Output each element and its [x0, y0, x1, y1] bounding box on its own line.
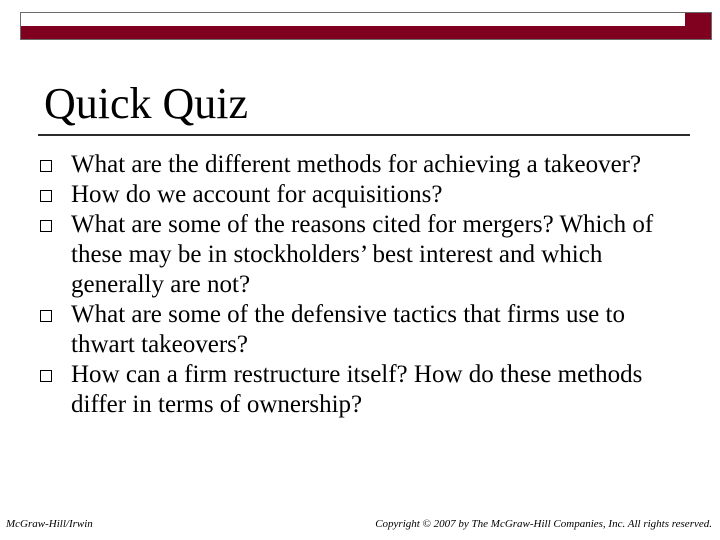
bullet-text: How do we account for acquisitions? [71, 181, 443, 208]
hollow-square-bullet-icon [40, 310, 52, 322]
header-bar-maroon-band [21, 26, 711, 39]
hollow-square-bullet-icon [40, 190, 52, 202]
bullet-text: How can a firm restructure itself? How do these methods differ in terms of ownership? [71, 361, 643, 418]
bullet-text: What are some of the reasons cited for mergers? Which of these may be in stockholders’ best interest and which generally are not? [71, 211, 654, 298]
bullet-item [0, 180, 720, 210]
bullet-list [0, 150, 720, 420]
footer-copyright: Copyright © 2007 by The McGraw-Hill Companies, Inc. All rights reserved. [375, 518, 712, 530]
header-decoration-bar [20, 12, 712, 40]
bullet-item [0, 360, 720, 420]
bullet-text: What are some of the defensive tactics that firms use to thwart takeovers? [71, 301, 625, 358]
slide-title: Quick Quiz [44, 79, 249, 128]
bullet-item [0, 300, 720, 360]
bullet-item [0, 150, 720, 180]
title-divider [38, 134, 690, 136]
header-bar-corner-block [685, 13, 711, 39]
header-bar-white-band [21, 13, 711, 27]
bullet-item [0, 210, 720, 300]
hollow-square-bullet-icon [40, 160, 52, 172]
bullet-text: What are the different methods for achieving a takeover? [71, 151, 642, 178]
footer-publisher: McGraw-Hill/Irwin [6, 518, 93, 530]
hollow-square-bullet-icon [40, 220, 52, 232]
hollow-square-bullet-icon [40, 370, 52, 382]
